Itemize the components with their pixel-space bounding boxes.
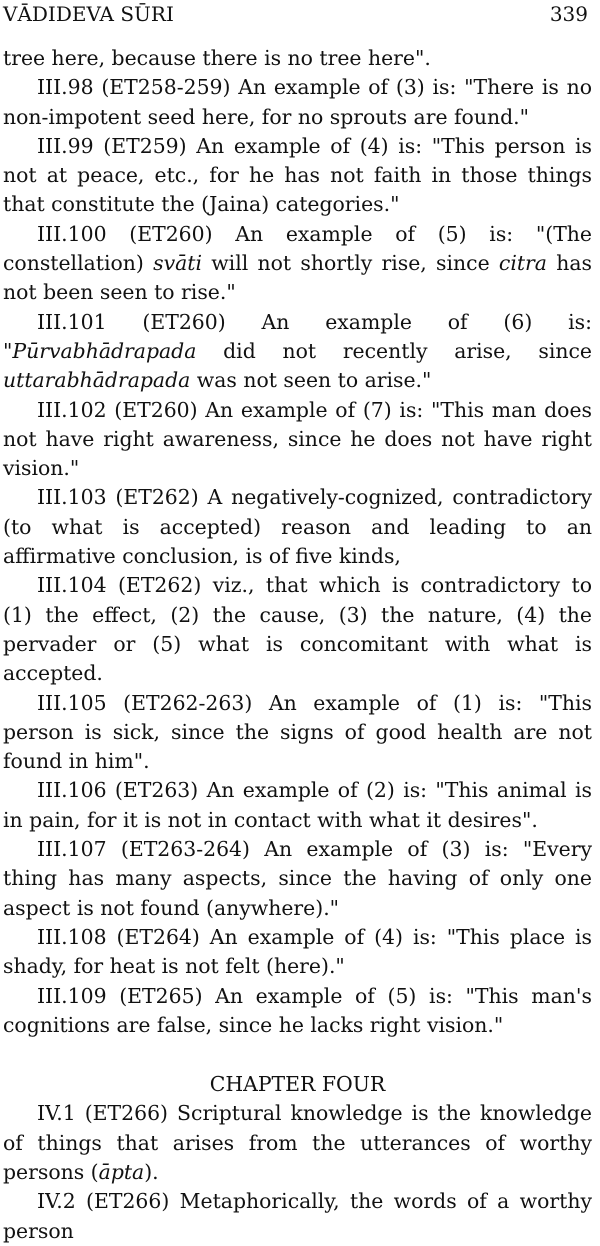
chapter-four-paragraphs xyxy=(3,1099,592,1245)
chapter-heading: CHAPTER FOUR xyxy=(209,1072,386,1097)
paragraph xyxy=(3,44,592,73)
paragraph xyxy=(3,689,592,777)
text-run: III.109 (ET265) An example of (5) is: "This man's cognitions are false, since he lacks right vision." xyxy=(3,983,592,1037)
text-run: did not recently arise, since xyxy=(196,338,592,363)
page-number: 339 xyxy=(549,2,588,26)
paragraph xyxy=(3,923,592,982)
italic-term: Pūrvabhādrapada xyxy=(12,338,197,363)
paragraph xyxy=(3,982,592,1041)
paragraph xyxy=(3,1187,592,1246)
text-run: III.107 (ET263-264) An example of (3) is: "Every thing has many aspects, since the having of only one aspect is not found (anywhere)." xyxy=(3,837,592,920)
paragraph xyxy=(3,835,592,923)
text-run: III.100 (ET260) An example of (5) is: "(The constellation) xyxy=(3,221,592,276)
text-run: III.98 (ET258-259) An example of (3) is: "There is no non-impotent seed here, for no sprouts are found." xyxy=(3,75,592,129)
text-run: III.104 (ET262) viz., that which is contradictory to (1) the effect, (2) the cause, (3) the nature, (4) the pervader or (5) what is concomitant with what is accepted. xyxy=(3,573,592,686)
text-run: IV.2 (ET266) Metaphorically, the words of a worthy person xyxy=(3,1189,592,1243)
paragraph xyxy=(3,308,592,396)
paragraph xyxy=(3,220,592,308)
text-run: III.108 (ET264) An example of (4) is: "This place is shady, for heat is not felt (here)." xyxy=(3,924,592,979)
paragraph xyxy=(3,1099,592,1187)
running-header xyxy=(3,2,588,30)
text-run: III.102 (ET260) An example of (7) is: "This man does not have right awareness, since he does not have right vision." xyxy=(3,397,592,481)
running-title: VĀDIDEVA SŪRI xyxy=(3,2,174,26)
body-text xyxy=(3,44,592,1246)
text-run: was not seen to arise." xyxy=(190,368,432,393)
italic-term: āpta xyxy=(98,1159,145,1184)
text-run: will not shortly rise, since xyxy=(201,251,499,276)
italic-term: uttarabhādrapada xyxy=(3,368,191,393)
text-run: III.103 (ET262) A negatively-cognized, contradictory (to what is accepted) reason and leading to an affirmative conclusion, is of five kinds, xyxy=(3,485,592,569)
italic-term: citra xyxy=(498,251,547,276)
italic-term: svāti xyxy=(153,251,202,276)
text-run: ). xyxy=(144,1159,159,1184)
paragraph xyxy=(3,396,592,484)
paragraph xyxy=(3,132,592,220)
chapter-three-paragraphs xyxy=(3,44,592,1040)
text-run: III.101 (ET260) An example of (6) is: " xyxy=(3,309,592,363)
text-run: IV.1 (ET266) Scriptural knowledge is the knowledge of things that arises from the utterances of worthy persons ( xyxy=(3,1101,592,1184)
text-run: III.99 (ET259) An example of (4) is: "This person is not at peace, etc., for he has not faith in those things that constitute the (Jaina) categories." xyxy=(3,133,592,217)
paragraph xyxy=(3,483,592,571)
paragraph xyxy=(3,776,592,835)
text-run: III.106 (ET263) An example of (2) is: "This animal is in pain, for it is not in contact with what it desires". xyxy=(3,778,592,832)
text-run: tree here, because there is no tree here". xyxy=(3,46,431,70)
text-run: III.105 (ET262-263) An example of (1) is: "This person is sick, since the signs of good health are not found in him". xyxy=(3,690,592,774)
paragraph xyxy=(3,73,592,132)
paragraph xyxy=(3,571,592,688)
text-run: has not been seen to rise." xyxy=(3,251,592,305)
